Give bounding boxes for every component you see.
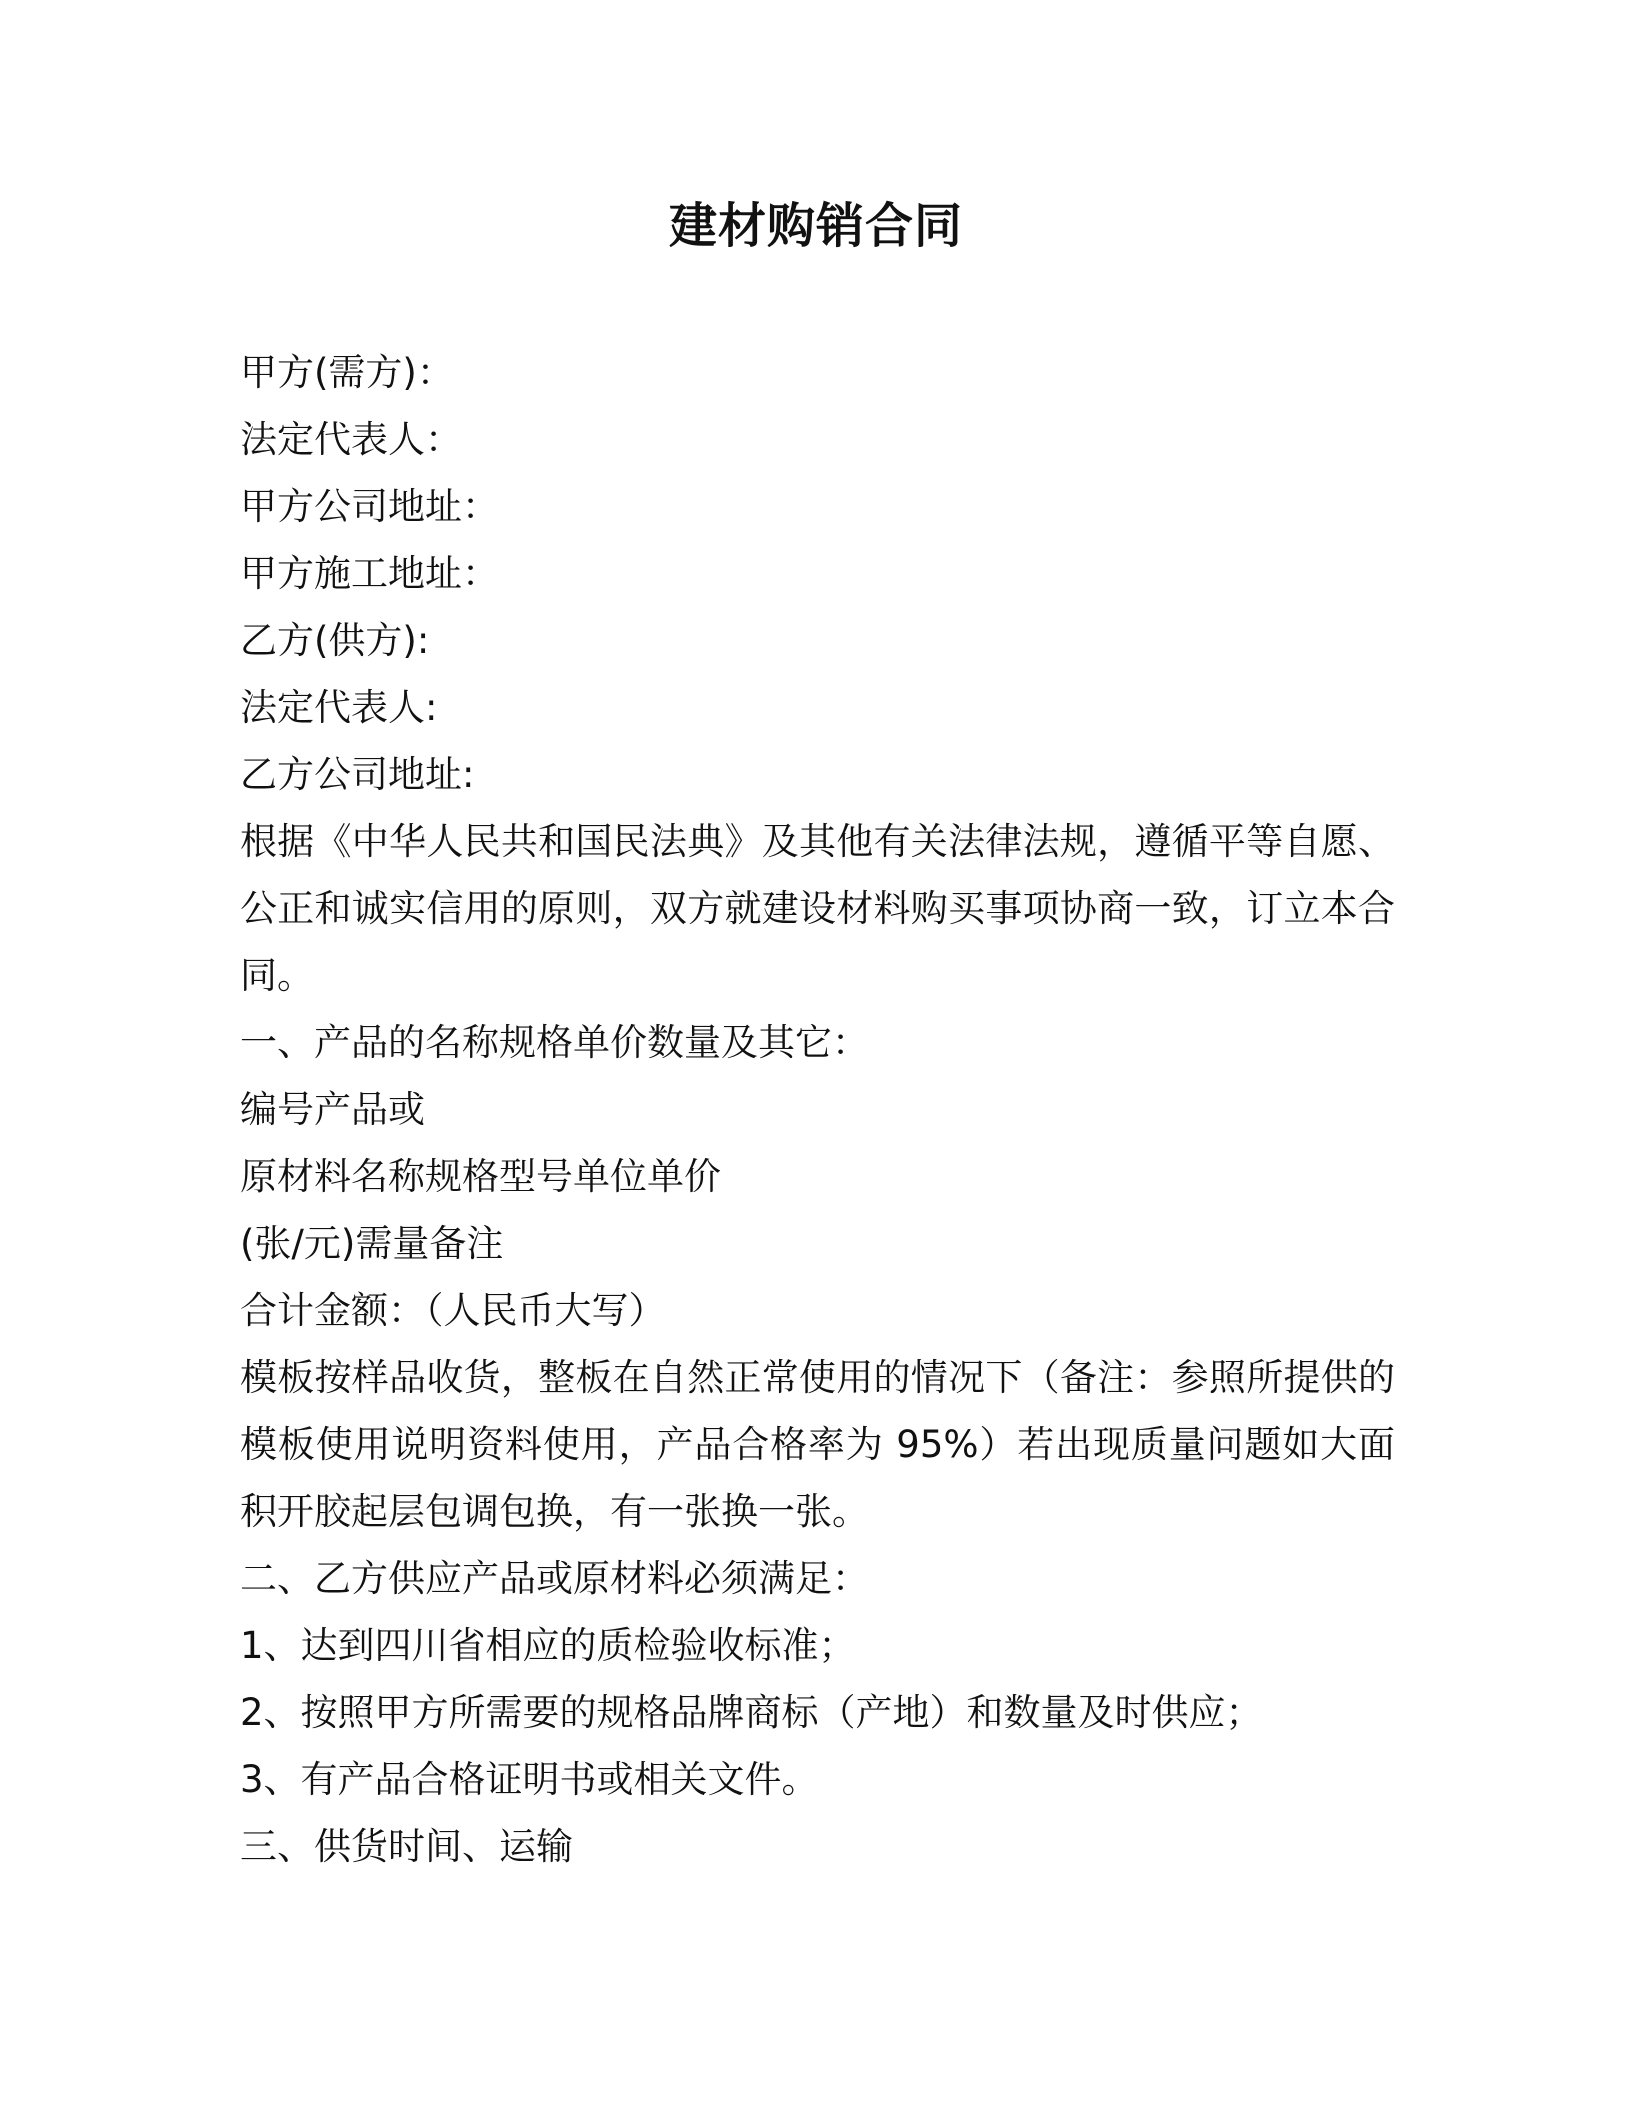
section-1-heading: 一、产品的名称规格单价数量及其它： xyxy=(240,1021,869,1064)
section-3-heading: 三、供货时间、运输 xyxy=(240,1825,573,1868)
party-a-construction-address-field: 甲方施工地址： xyxy=(240,552,499,595)
section-2-heading: 二、乙方供应产品或原材料必须满足： xyxy=(240,1557,869,1600)
party-a-company-address-field: 甲方公司地址： xyxy=(240,485,499,528)
section-2-item-3: 3、有产品合格证明书或相关文件。 xyxy=(240,1758,819,1801)
total-amount-line: 合计金额：（人民币大写） xyxy=(240,1289,666,1332)
party-a-field: 甲方(需方)： xyxy=(240,351,454,394)
party-a-legal-rep-field: 法定代表人： xyxy=(240,418,462,461)
section-2-item-1: 1、达到四川省相应的质检验收标准； xyxy=(240,1624,856,1667)
section-2-item-2: 2、按照甲方所需要的规格品牌商标（产地）和数量及时供应； xyxy=(240,1691,1263,1734)
party-b-field: 乙方(供方): xyxy=(240,619,430,662)
document-body xyxy=(240,339,1395,1880)
party-b-legal-rep-field: 法定代表人: xyxy=(240,686,438,729)
quality-note-paragraph: 模板按样品收货，整板在自然正常使用的情况下（备注：参照所提供的模板使用说明资料使用，产品合格率为 95%）若出现质量问题如大面积开胶起层包调包换，有一张换一张。 xyxy=(240,1356,1395,1533)
table-header-line-2: 原材料名称规格型号单位单价 xyxy=(240,1155,721,1198)
table-header-line-3: (张/元)需量备注 xyxy=(240,1222,504,1265)
table-header-line-1: 编号产品或 xyxy=(240,1088,425,1131)
document-title: 建材购销合同 xyxy=(668,198,963,254)
party-b-company-address-field: 乙方公司地址: xyxy=(240,753,475,796)
preamble-paragraph: 根据《中华人民共和国民法典》及其他有关法律法规，遵循平等自愿、公正和诚实信用的原则，双方就建设材料购买事项协商一致，订立本合同。 xyxy=(240,820,1395,997)
